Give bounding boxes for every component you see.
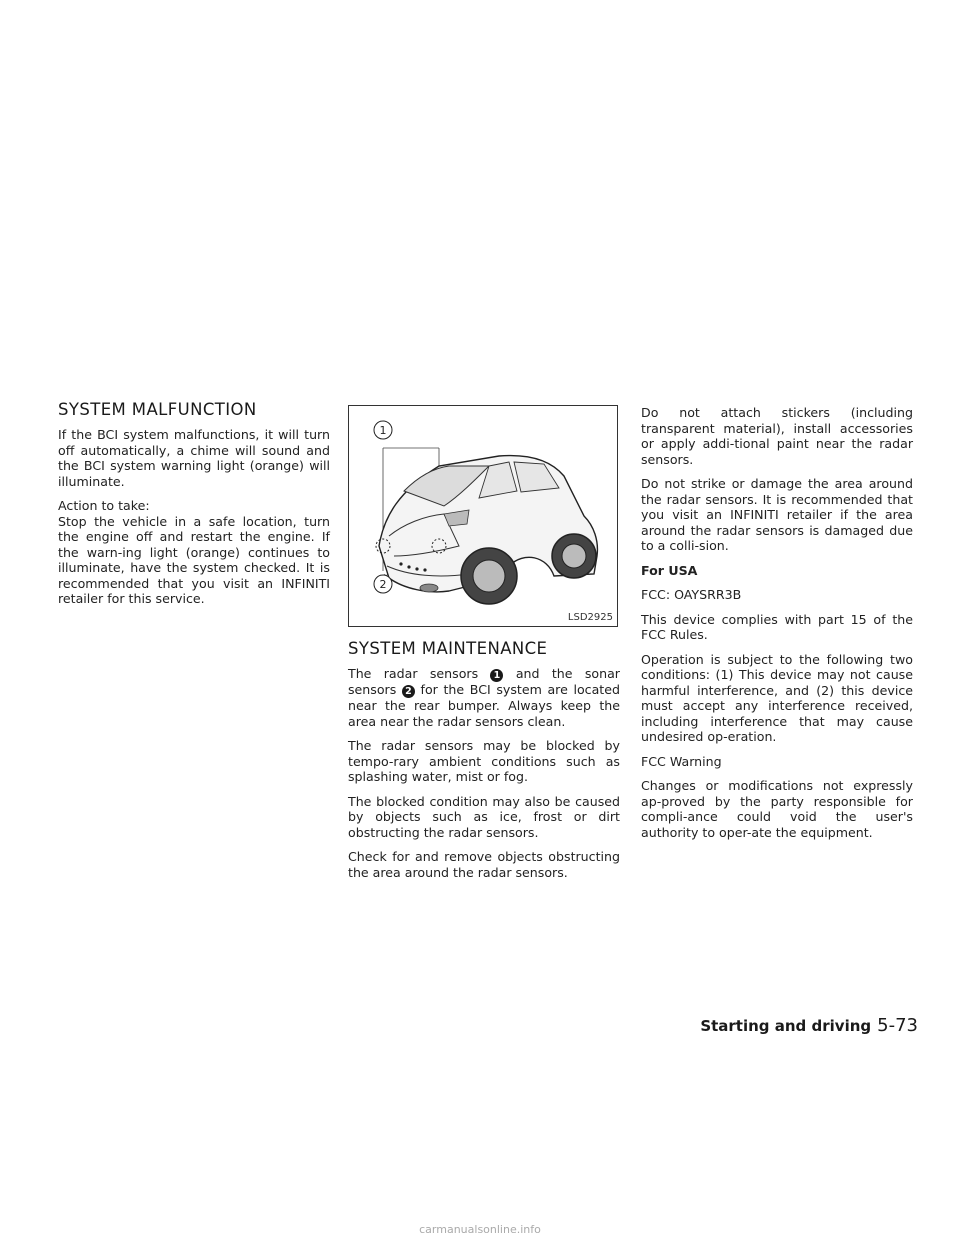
column-right [641, 405, 913, 849]
fcc-warning-paragraph: Changes or modifications not expressly ap-proved by the party responsible for compli-ance could void the user's authority to oper-ate the equipment. [641, 778, 913, 840]
maintenance-paragraph-3: The blocked condition may also be caused by objects such as ice, frost or dirt obstructing the radar sensors. [348, 793, 620, 840]
stickers-paragraph: Do not attach stickers (including transparent material), install accessories or apply addi-tional paint near the radar sensors. [641, 405, 913, 467]
action-paragraph: Stop the vehicle in a safe location, turn the engine off and restart the engine. If the warn-ing light (orange) continues to illuminate, have the system checked. It is recommended that you visit an INFINITI retailer for this service. [58, 513, 330, 606]
page-footer [700, 1015, 918, 1036]
column-left [58, 400, 330, 616]
action-label: Action to take: [58, 498, 150, 513]
malfunction-paragraph: If the BCI system malfunctions, it will turn off automatically, a chime will sound and the BCI system warning light (orange) will illuminate. [58, 427, 330, 489]
callout-badge-1: 1 [490, 669, 503, 682]
watermark: carmanualsonline.info [419, 1223, 541, 1236]
fcc-conditions-paragraph: Operation is subject to the following two conditions: (1) This device may not cause harmful interference, and (2) this device must accept any interference received, including interference that may cause undesired op-eration. [641, 651, 913, 744]
text-fragment: and the sonar sensors [348, 666, 620, 697]
heading-system-maintenance: SYSTEM MAINTENANCE [348, 639, 548, 658]
for-usa-label: For USA [641, 562, 698, 578]
heading-system-malfunction: SYSTEM MALFUNCTION [58, 400, 257, 419]
page-number: 5-73 [877, 1015, 918, 1036]
fcc-compliance-paragraph: This device complies with part 15 of the FCC Rules. [641, 611, 913, 642]
vehicle-rear-figure [348, 405, 618, 627]
maintenance-paragraph-2: The radar sensors may be blocked by tempo-rary ambient conditions such as splashing water, mist or fog. [348, 738, 620, 784]
callout-1-label: 1 [379, 424, 387, 437]
vehicle-rear-illustration [349, 406, 618, 627]
column-middle [348, 405, 620, 889]
footer-section-title: Starting and driving [700, 1017, 872, 1035]
text-fragment: The radar sensors [348, 666, 479, 681]
text-fragment: for the BCI system are located near the rear bumper. Always keep the area near the radar sensors clean. [348, 682, 620, 729]
callout-badge-2: 2 [402, 685, 415, 698]
fcc-warning-label: FCC Warning [641, 753, 722, 769]
maintenance-paragraph-4: Check for and remove objects obstructing the area around the radar sensors. [348, 849, 620, 880]
figure-code: LSD2925 [567, 611, 613, 623]
maintenance-paragraph-1 [348, 666, 620, 729]
damage-paragraph: Do not strike or damage the area around the radar sensors. It is recommended that you visit an INFINITI retailer if the area around the radar sensors is damaged due to a colli-sion. [641, 476, 913, 553]
callout-2-label: 2 [379, 578, 387, 591]
fcc-id: FCC: OAYSRR3B [641, 587, 742, 602]
